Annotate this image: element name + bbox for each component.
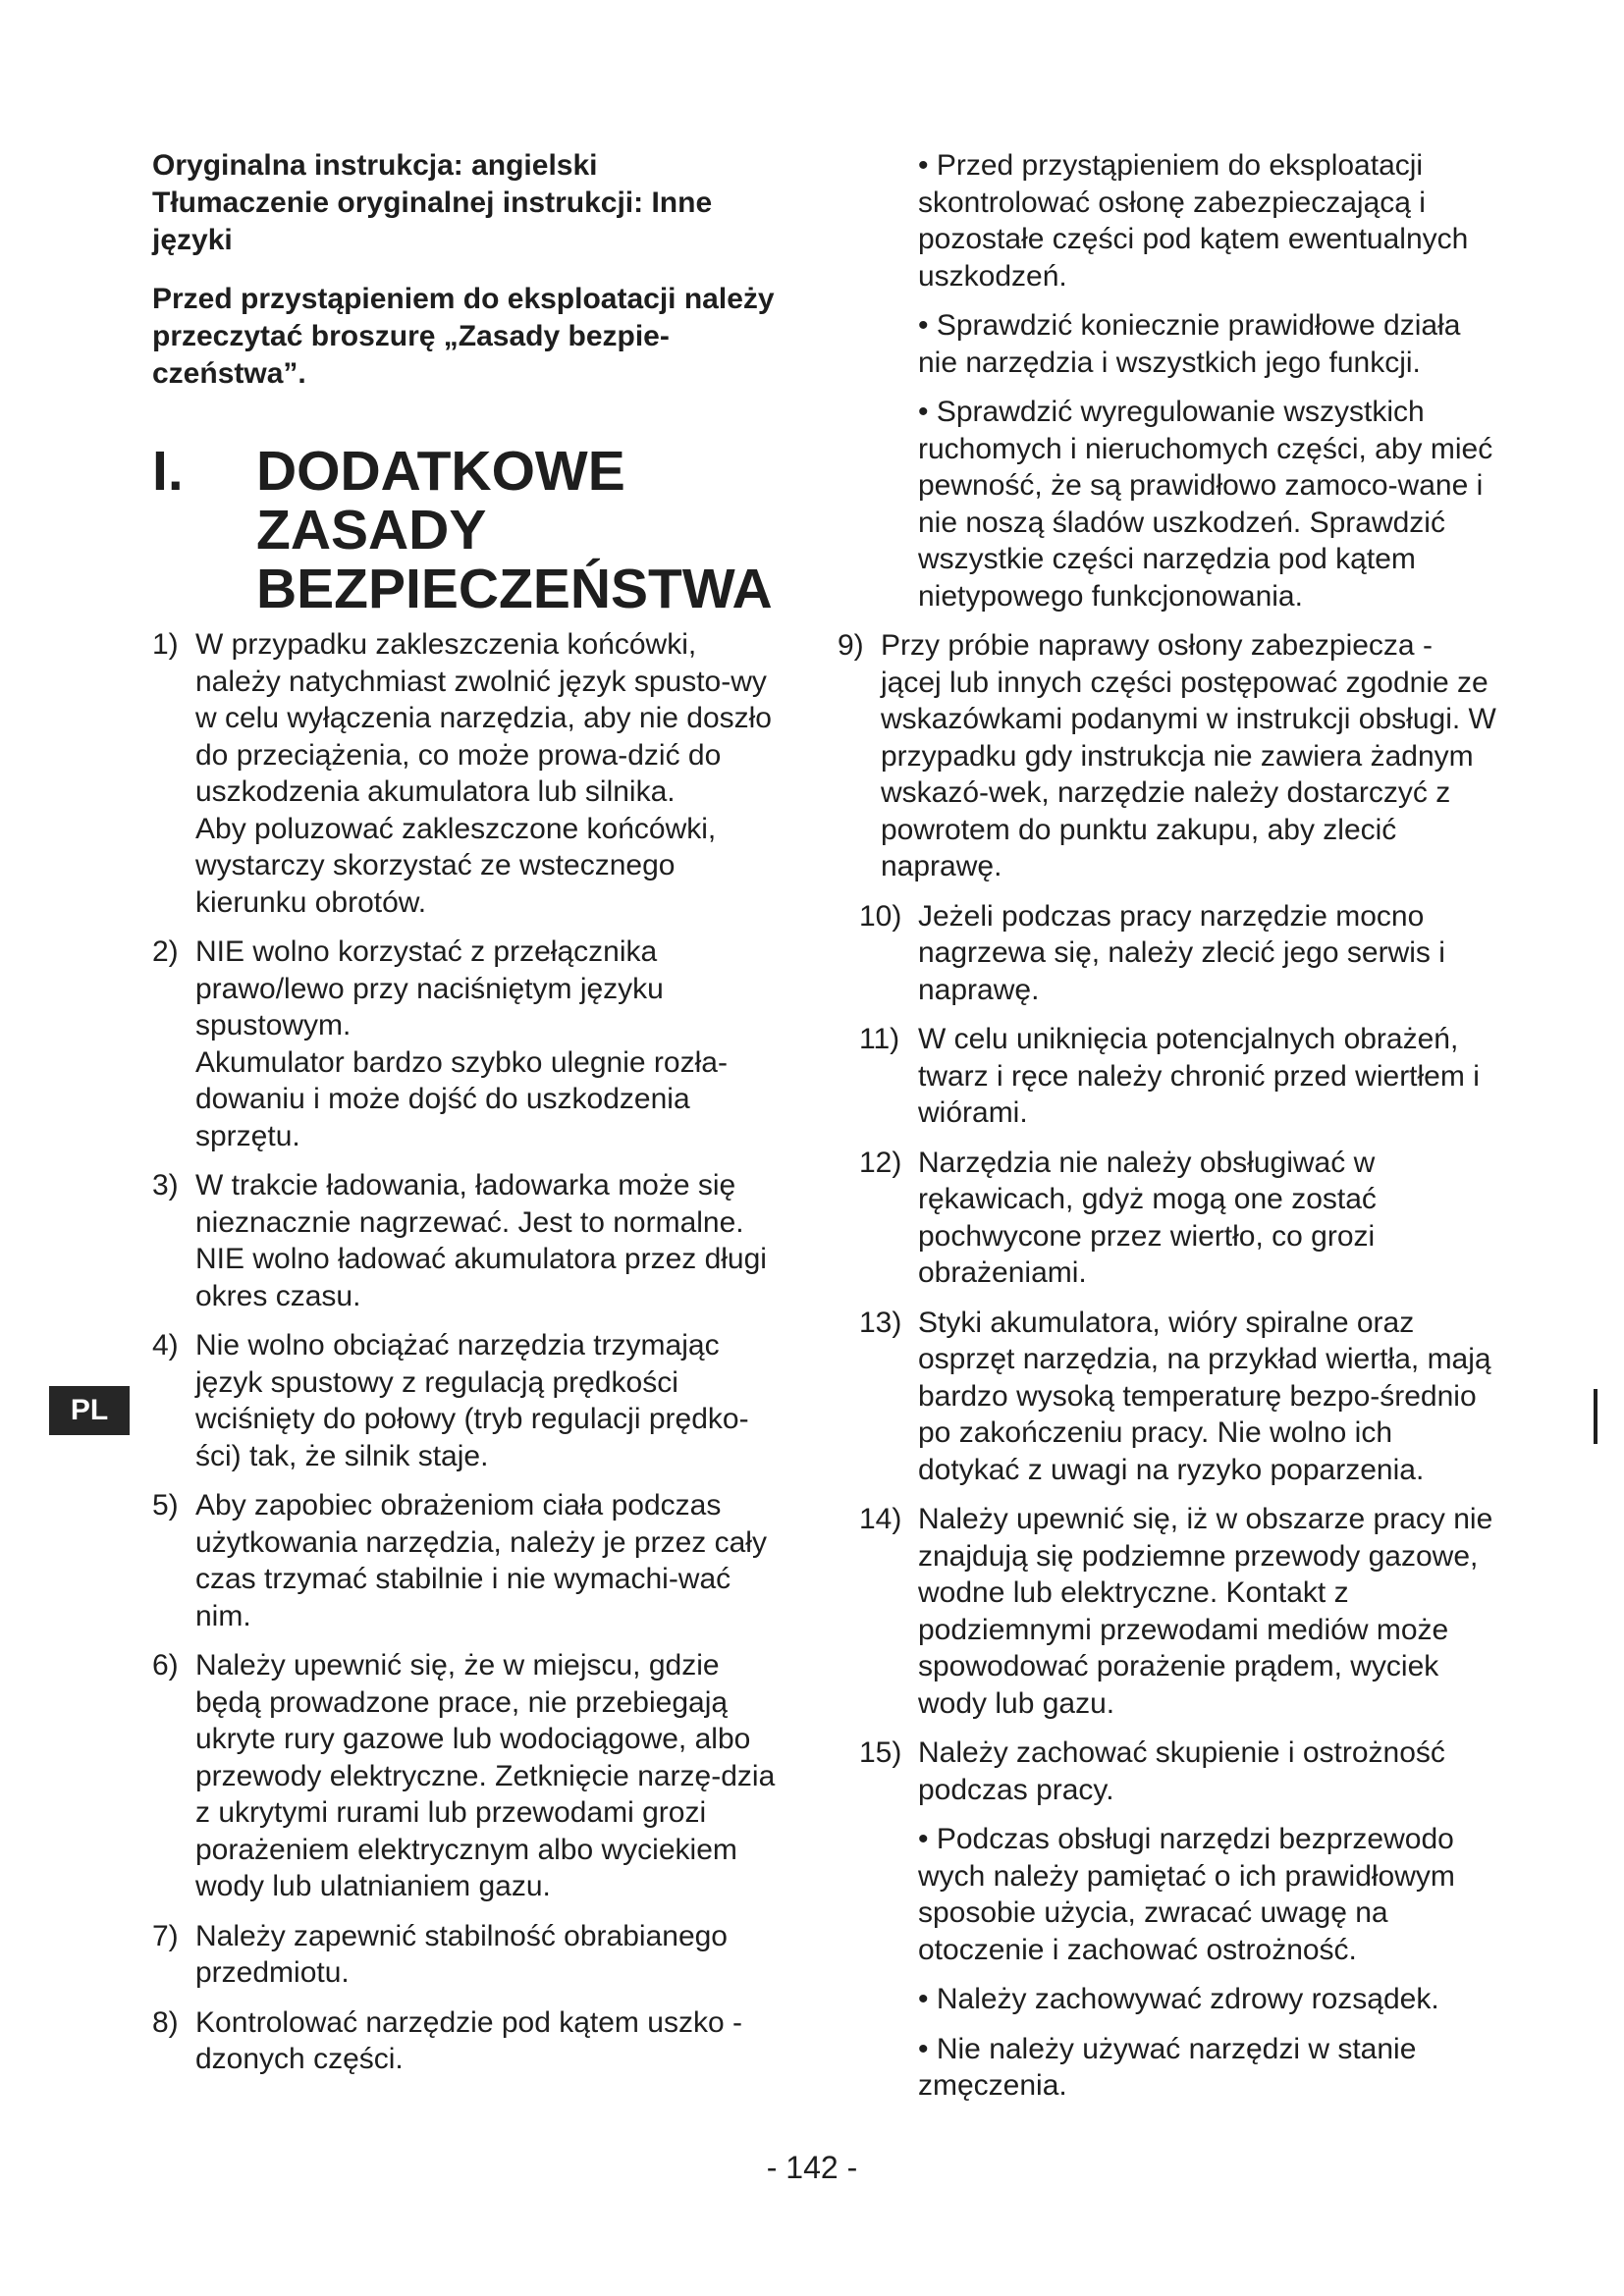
item-number: 14) [859,1503,902,1535]
item-text: Aby zapobiec obrażeniom ciała podczas użytkowania narzędzia, należy je przez cały czas trzymać stabilnie i nie wymachi-wać nim. [195,1489,767,1632]
margin-change-bar [1594,1389,1597,1444]
right-column [838,147,1497,2117]
page-number: - 142 - [766,2150,858,2185]
item-number: 1) [152,628,179,661]
item-number: 13) [859,1306,902,1339]
item-text: Należy upewnić się, iż w obszarze pracy nie znajdują się podziemne przewody gazowe, wodne lub elektryczne. Kontakt z podziemnymi przewodami mediów może spowodować porażenie prądem, wyciek wody lub gazu. [918,1503,1493,1720]
list-item [152,1327,781,1474]
item-text: Przy próbie naprawy osłony zabezpiecza - jącej lub innych części postępować zgodnie ze wskazówkami podanymi w instrukcji obsługi. W przypadku gdy instrukcja nie zawiera żadnym wskazó-wek, narzędzie należy dostarczyć z powrotem do punktu zakupu, aby zlecić naprawę. [881,629,1496,882]
list-item [859,1735,1497,1808]
item-number: 15) [859,1736,902,1769]
item-number: 3) [152,1169,179,1201]
list-item [152,934,781,1154]
list-item [859,1145,1497,1292]
item-number: 9) [838,629,864,662]
original-language-note: Oryginalna instrukcja: angielski Tłumaczenie oryginalnej instrukcji: Inne języki [152,149,713,256]
list-item [152,1647,781,1905]
item-text: Nie wolno obciążać narzędzia trzymając język spustowy z regulacją prędkości wciśnięty do połowy (tryb regulacji prędko-ści) tak, że silnik staje. [195,1329,749,1472]
item-number: 11) [859,1023,900,1055]
bullet-item: • Należy zachowywać zdrowy rozsądek. [918,1983,1439,2015]
item-number: 12) [859,1146,902,1179]
item-text: W trakcie ładowania, ładowarka może się nieznacznie nagrzewać. Jest to normalne. NIE wolno ładować akumulatora przez długi okres czasu. [195,1169,767,1312]
item-number: 2) [152,935,179,968]
list-item [859,1305,1497,1489]
item-text: W przypadku zakleszczenia końcówki, należy natychmiast zwolnić język spusto-wy w celu wyłączenia narzędzia, aby nie doszło do przeciążenia, co może prowa-dzić do uszkodzenia akumulatora lub silnika. Aby poluzować zakleszczone końcówki, wystarczy skorzystać ze wstecznego kierunku obrotów. [195,628,772,919]
item-number: 5) [152,1489,179,1522]
section-title: DODATKOWE ZASADY BEZPIECZEŃSTWA [256,440,773,620]
item-text: W celu uniknięcia potencjalnych obrażeń, twarz i ręce należy chronić przed wiertłem i wiórami. [918,1023,1480,1129]
bullet-item: • Nie należy używać narzędzi w stanie zmęczenia. [918,2032,1417,2102]
bullet-item: • Sprawdzić koniecznie prawidłowe działa nie narzędzia i wszystkich jego funkcji. [918,309,1461,379]
item-text: Jeżeli podczas pracy narzędzie mocno nagrzewa się, należy zlecić jego serwis i naprawę. [918,899,1445,1006]
list-item [152,1167,781,1314]
list-item [152,1918,781,1992]
list-item [152,1487,781,1634]
item-number: 6) [152,1649,179,1682]
item-text: Kontrolować narzędzie pod kątem uszko - dzonych części. [195,2005,742,2075]
language-tab: PL [49,1386,130,1435]
item-number: 4) [152,1329,179,1362]
item-text: Styki akumulatora, wióry spiralne oraz osprzęt narzędzia, na przykład wiertła, mają bardzo wysoką temperaturę bezpo-średnio po zakończeniu pracy. Nie wolno ich dotykać z uwagi na ryzyko poparzenia. [918,1306,1491,1486]
list-item [838,627,1497,885]
list-item [859,898,1497,1009]
bullet-item: • Sprawdzić wyregulowanie wszystkich ruchomych i nieruchomych części, aby mieć pewność, że są prawidłowo zamoco-wane i nie noszą śladów uszkodzeń. Sprawdzić wszystkie części narzędzia pod kątem nietypowego funkcjonowania. [918,396,1493,613]
section-number: I. [152,440,184,503]
item-text: Należy zapewnić stabilność obrabianego przedmiotu. [195,1919,728,1989]
list-item [152,626,781,921]
item-number: 10) [859,899,902,933]
left-column [152,147,781,2091]
item-number: 7) [152,1919,179,1952]
bullet-item: • Przed przystąpieniem do eksploatacji skontrolować osłonę zabezpieczającą i pozostałe części pod kątem ewentualnych uszkodzeń. [918,149,1469,293]
item-number: 8) [152,2005,179,2039]
read-safety-brochure-note: Przed przystąpieniem do eksploatacji należy przeczytać broszurę „Zasady bezpie-czeństwa”. [152,283,775,390]
bullet-item: • Podczas obsługi narzędzi bezprzewodo wych należy pamiętać o ich prawidłowym sposobie użycia, zwracać uwagę na otoczenie i zachować ostrożność. [918,1823,1455,1966]
item-text: NIE wolno korzystać z przełącznika prawo/lewo przy naciśniętym języku spustowym. Akumulator bardzo szybko ulegnie rozła-dowaniu i może dojść do uszkodzenia sprzętu. [195,935,728,1152]
section-heading [152,442,781,618]
item-text: Należy upewnić się, że w miejscu, gdzie będą prowadzone prace, nie przebiegają ukryte rury gazowe lub wodociągowe, albo przewody elektryczne. Zetknięcie narzę-dzia z ukrytymi rurami lub przewodami grozi porażeniem elektrycznym albo wyciekiem wody lub ulatnianiem gazu. [195,1649,776,1902]
list-item [859,1501,1497,1722]
list-item [859,1021,1497,1132]
item-text: Należy zachować skupienie i ostrożność podczas pracy. [918,1736,1445,1806]
list-item [152,2004,781,2078]
item-text: Narzędzia nie należy obsługiwać w rękawicach, gdyż mogą one zostać pochwycone przez wiertło, co grozi obrażeniami. [918,1146,1377,1289]
